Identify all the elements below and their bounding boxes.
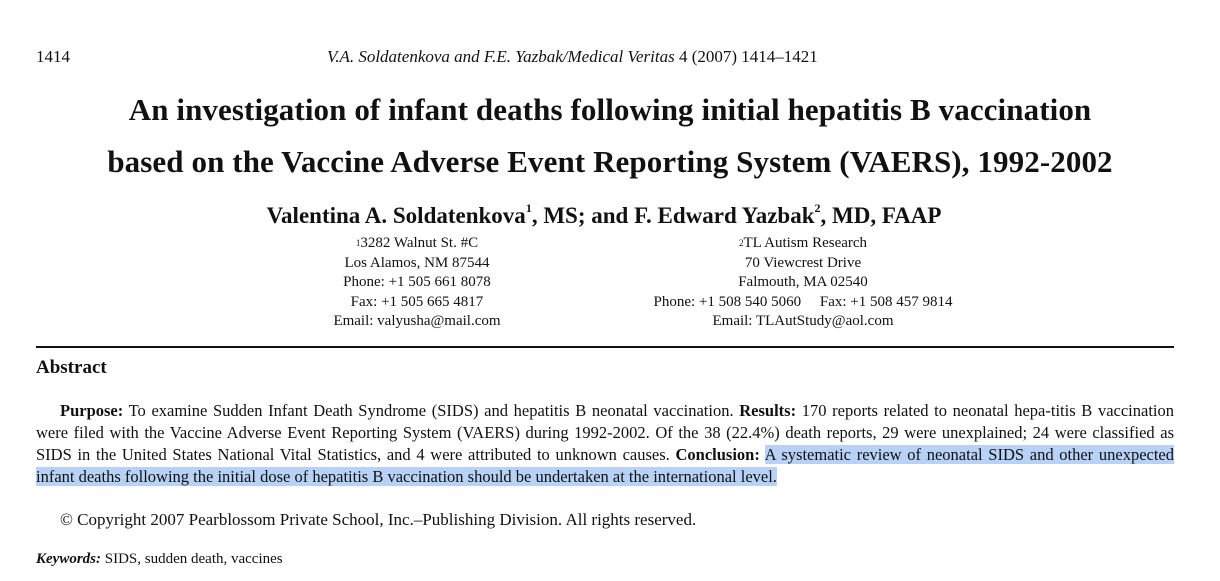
keywords-label: Keywords:	[36, 551, 101, 567]
results-text: 170 reports related to neonatal hepa-titis B vaccination were filed with the Vaccine Adverse Event Reporting System (VAERS) during 1992-2002. Of the 38 (22.4%) death reports, 29 were unexplained; 24 were classified as SIDS in the United States National Vital Statistics, and 4 were attributed to unknown causes.	[36, 401, 1174, 464]
purpose-label: Purpose:	[60, 401, 124, 420]
affil-right-line-1	[612, 234, 994, 254]
affiliation-right	[612, 234, 994, 332]
results-label: Results:	[739, 401, 797, 420]
affil-left-line-2: Los Alamos, NM 87544	[344, 254, 490, 271]
author-2-degree: , MD, FAAP	[820, 203, 942, 228]
affil-left-line-1	[306, 234, 528, 254]
selected-conclusion-text[interactable]: A systematic review of neonatal SIDS and other unexpected infant deaths following the initial dose of hepatitis B vaccination should be undertaken at the international level.	[36, 445, 1174, 486]
copyright-notice: © Copyright 2007 Pearblossom Private School, Inc.–Publishing Division. All rights reserved.	[60, 510, 697, 529]
conclusion-label: Conclusion:	[675, 445, 760, 464]
page-number: 1414	[36, 47, 70, 66]
abstract-body[interactable]	[36, 400, 1174, 488]
affil-left-address: 3282 Walnut St. #C	[360, 235, 479, 251]
author-2-sup: 2	[814, 201, 821, 215]
section-divider	[36, 346, 1174, 348]
purpose-text: To examine Sudden Infant Death Syndrome (SIDS) and hepatitis B neonatal vaccination.	[123, 401, 740, 420]
affil-right-line-2: 70 Viewcrest Drive	[744, 254, 862, 271]
article-title	[0, 84, 1220, 188]
affil-left-phone: Phone: +1 505 661 8078	[343, 274, 491, 290]
journal-citation	[327, 47, 818, 67]
author-line	[0, 203, 1208, 229]
running-head	[36, 47, 1184, 69]
journal-volume: 4 (2007) 1414–1421	[678, 47, 818, 66]
affil-right-phone-fax: Phone: +1 508 540 5060 Fax: +1 508 457 9814	[653, 293, 953, 310]
abstract-heading: Abstract	[36, 357, 107, 378]
affil-right-sup: 2	[738, 238, 744, 248]
affil-right-email: Email: TLAutStudy@aol.com	[712, 313, 894, 329]
keywords-text: SIDS, sudden death, vaccines	[101, 551, 283, 567]
author-2-name: F. Edward Yazbak	[634, 203, 815, 228]
title-line-1: An investigation of infant deaths following initial hepatitis B vaccination	[128, 92, 1092, 127]
author-1-degree: , MS; and	[531, 203, 635, 228]
affil-right-org: TL Autism Research	[743, 235, 868, 251]
journal-name: Medical Veritas	[567, 47, 675, 66]
affiliation-left	[306, 234, 528, 332]
keywords-line	[36, 551, 283, 568]
author-1-sup: 1	[525, 201, 532, 215]
affil-left-sup: 1	[355, 238, 361, 248]
author-1-name: Valentina A. Soldatenkova	[266, 203, 526, 228]
affil-left-email: Email: valyusha@mail.com	[333, 313, 501, 329]
affil-right-line-3: Falmouth, MA 02540	[738, 274, 868, 290]
journal-authors: V.A. Soldatenkova and F.E. Yazbak/	[327, 47, 568, 66]
title-line-2: based on the Vaccine Adverse Event Reporting System (VAERS), 1992-2002	[107, 144, 1113, 179]
affil-left-fax: Fax: +1 505 665 4817	[350, 293, 484, 310]
